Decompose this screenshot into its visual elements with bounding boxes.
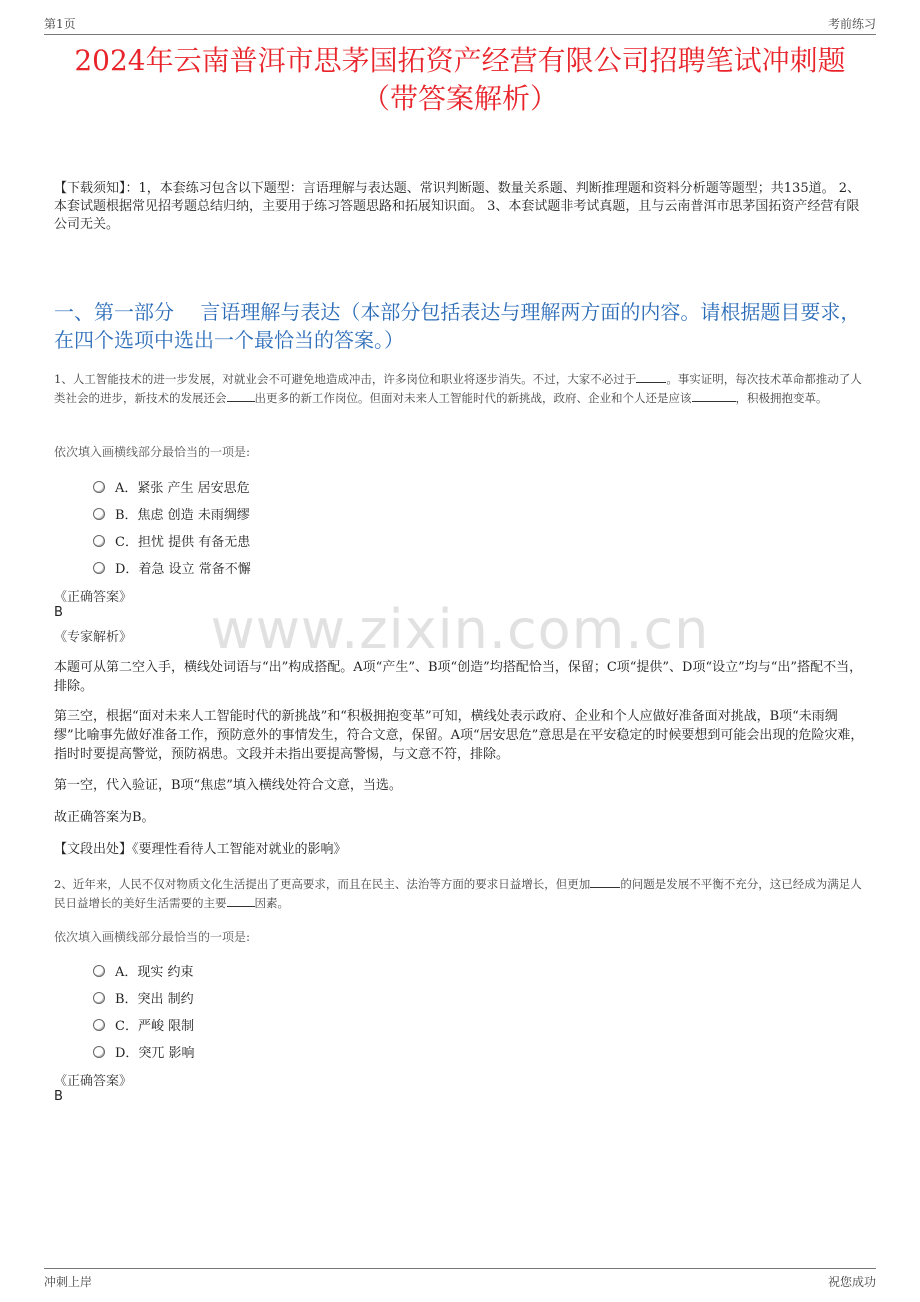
q1-analysis-paragraph: 故正确答案为B。	[54, 810, 155, 825]
radio-icon[interactable]	[93, 508, 105, 520]
question-1-text	[54, 370, 870, 408]
blank-2	[227, 894, 255, 907]
radio-icon[interactable]	[93, 535, 105, 547]
radio-icon[interactable]	[93, 481, 105, 493]
download-notice: 【下载须知】：1，本套练习包含以下题型：言语理解与表达题、常识判断题、数量关系题、判断推理题和资料分析题等题型；共135道。 2、本套试题根据常见招考题总结归纳，主要用于练习答题思路和拓展知识面。 3、本套试题非考试真题，且与云南普洱市思茅国拓资产经营有限公司无关。	[54, 181, 860, 232]
page-number: 第1页	[44, 17, 76, 31]
q1-analysis-paragraph: 本题可从第二空入手，横线处词语与“出”构成搭配。A项“产生”、B项“创造”均搭配恰当，保留；C项“提供”、D项“设立”均与“出”搭配不当，排除。	[54, 660, 863, 694]
blank-3	[692, 389, 736, 402]
q2-answer: B	[54, 1089, 63, 1104]
q1-analysis-paragraph: 第三空，根据“面对未来人工智能时代的新挑战”和“积极拥抱变革”可知，横线处表示政府、企业和个人应做好准备面对挑战，B项“未雨绸缪”比喻事先做好准备工作，预防意外的事情发生，符合文意，保留。A项“居安思危”意思是在平安稳定的时候要想到可能会出现的危险灾难，指时时要提高警觉，预防祸患。文段并未指出要提高警惕，与文意不符，排除。	[54, 709, 864, 762]
q2-text-part: 因素。	[254, 896, 289, 910]
option-label: B．焦虑 创造 未雨绸缪	[115, 508, 250, 523]
footer-right-label: 祝您成功	[827, 1275, 876, 1289]
option-label: C．担忧 提供 有备无患	[115, 535, 251, 550]
q1-text-part: 出更多的新工作岗位。但面对未来人工智能时代的新挑战，政府、企业和个人还是应该	[254, 391, 692, 405]
q1-text-part: 。事实证明，每次技术革命都推动了人类社会的进步，新技术的发展还会	[54, 372, 862, 405]
q1-text-part: 1、人工智能技术的进一步发展，对就业会不可避免地造成冲击，许多岗位和职业将逐步消失。不过，大家不必过于	[54, 372, 637, 386]
question-2-text	[54, 875, 870, 913]
watermark: www.zixin.com.cn	[210, 598, 710, 661]
blank-1	[590, 875, 620, 888]
title-line-2: （带答案解析）	[361, 82, 558, 115]
radio-icon[interactable]	[93, 1046, 105, 1058]
option-label: A．现实 约束	[115, 965, 194, 980]
q1-analysis-label: 《专家解析》	[54, 630, 133, 645]
header-label: 考前练习	[827, 17, 876, 31]
radio-icon[interactable]	[93, 965, 105, 977]
title-line-1: 2024年云南普洱市思茅国拓资产经营有限公司招聘笔试冲刺题	[74, 44, 846, 77]
option-label: D．突兀 影响	[115, 1046, 195, 1061]
footer-left-label: 冲刺上岸	[44, 1275, 93, 1289]
q2-answer-label: 《正确答案》	[54, 1074, 133, 1089]
page-header	[44, 12, 876, 35]
question-2-instruction: 依次填入画横线部分最恰当的一项是:	[54, 930, 251, 944]
option-label: D．着急 设立 常备不懈	[115, 562, 251, 577]
q1-answer: B	[54, 605, 63, 620]
radio-icon[interactable]	[93, 1019, 105, 1031]
q1-source: 【文段出处】《要理性看待人工智能对就业的影响》	[54, 842, 347, 857]
q2-text-part: 2、近年来，人民不仅对物质文化生活提出了更高要求，而且在民主、法治等方面的要求日益增长，但更加	[54, 877, 591, 891]
document-title	[40, 42, 880, 118]
q1-answer-label: 《正确答案》	[54, 590, 133, 605]
option-label: A．紧张 产生 居安思危	[115, 481, 250, 496]
question-1-instruction: 依次填入画横线部分最恰当的一项是:	[54, 445, 251, 459]
blank-1	[636, 370, 666, 383]
section-heading: 一、第一部分 言语理解与表达（本部分包括表达与理解两方面的内容。请根据题目要求，在四个选项中选出一个最恰当的答案。）	[54, 300, 861, 352]
q2-text-part: 的问题是发展不平衡不充分，这已经成为满足人民日益增长的美好生活需要的主要	[54, 877, 862, 910]
option-label: C．严峻 限制	[115, 1019, 195, 1034]
page-footer	[44, 1268, 876, 1291]
q1-text-part: ，积极拥抱变革。	[735, 391, 828, 405]
option-label: B．突出 制约	[115, 992, 194, 1007]
radio-icon[interactable]	[93, 992, 105, 1004]
blank-2	[227, 389, 255, 402]
q1-analysis-paragraph: 第一空，代入验证，B项“焦虑”填入横线处符合文意，当选。	[54, 778, 402, 793]
radio-icon[interactable]	[93, 562, 105, 574]
